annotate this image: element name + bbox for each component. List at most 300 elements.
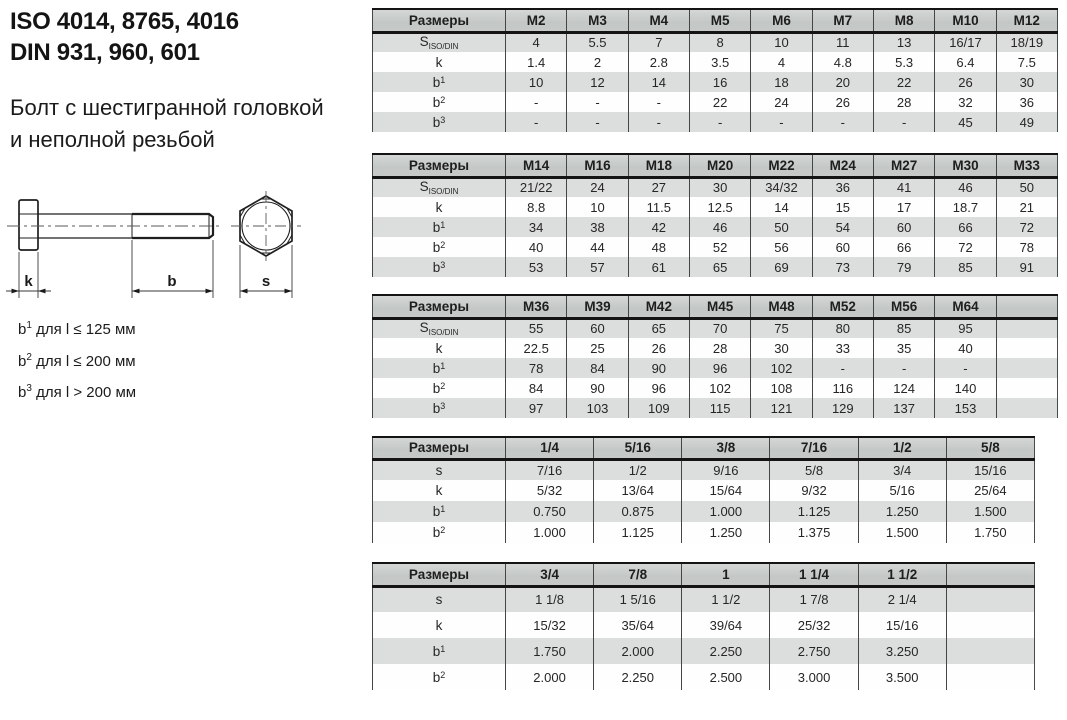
size-column-header: M7 xyxy=(812,9,873,32)
value-cell: 97 xyxy=(506,398,567,418)
dimension-row xyxy=(373,72,1058,92)
value-cell xyxy=(946,586,1034,612)
value-cell: 2.250 xyxy=(594,664,682,690)
value-cell: - xyxy=(689,112,750,132)
value-cell: 78 xyxy=(506,358,567,378)
size-column-header: M24 xyxy=(812,154,873,177)
size-column-header: M64 xyxy=(935,295,996,318)
size-column-header xyxy=(946,563,1034,586)
dimension-row xyxy=(373,612,1035,638)
row-label: $b^2$ xyxy=(373,92,506,112)
value-cell: 3.250 xyxy=(858,638,946,664)
value-cell: 21 xyxy=(996,197,1057,217)
value-cell xyxy=(946,638,1034,664)
footnote-b1 xyxy=(18,312,136,344)
value-cell: 153 xyxy=(935,398,996,418)
value-cell: 0.875 xyxy=(594,501,682,522)
value-cell: 25/64 xyxy=(946,480,1034,501)
value-cell: 70 xyxy=(689,318,750,338)
value-cell: 1 5/16 xyxy=(594,586,682,612)
value-cell: 48 xyxy=(628,237,689,257)
value-cell: 115 xyxy=(689,398,750,418)
value-cell: 90 xyxy=(628,358,689,378)
inch-table-threequarters-to-oneandhalf xyxy=(372,562,1035,690)
value-cell: 1.125 xyxy=(770,501,858,522)
value-cell: - xyxy=(506,112,567,132)
title-din-line: DIN 931, 960, 601 xyxy=(10,39,200,66)
value-cell: 4 xyxy=(506,32,567,52)
row-label: $b^3$ xyxy=(373,398,506,418)
value-cell: 35 xyxy=(873,338,934,358)
size-column-header: M14 xyxy=(506,154,567,177)
value-cell: 8.8 xyxy=(506,197,567,217)
value-cell: 16 xyxy=(689,72,750,92)
value-cell: 1.500 xyxy=(946,501,1034,522)
dimension-row xyxy=(373,32,1058,52)
header-row xyxy=(373,563,1035,586)
value-cell: 39/64 xyxy=(682,612,770,638)
value-cell: 30 xyxy=(751,338,812,358)
size-column-header: 1 xyxy=(682,563,770,586)
value-cell: 18 xyxy=(751,72,812,92)
value-cell: 8 xyxy=(689,32,750,52)
value-cell: 32 xyxy=(935,92,996,112)
value-cell: 2 xyxy=(567,52,628,72)
dimension-row xyxy=(373,638,1035,664)
dimensions-corner-header: Размеры xyxy=(373,563,506,586)
size-column-header: 7/16 xyxy=(770,437,858,459)
value-cell: 3/4 xyxy=(858,459,946,480)
dimensions-corner-header: Размеры xyxy=(373,9,506,32)
value-cell: 1 7/8 xyxy=(770,586,858,612)
value-cell: - xyxy=(628,112,689,132)
value-cell: 61 xyxy=(628,257,689,277)
dim-label-b: b xyxy=(167,273,177,290)
value-cell: 9/32 xyxy=(770,480,858,501)
value-cell: - xyxy=(567,112,628,132)
value-cell: 1.250 xyxy=(858,501,946,522)
value-cell: 30 xyxy=(689,177,750,197)
value-cell: 2.000 xyxy=(506,664,594,690)
value-cell: 7.5 xyxy=(996,52,1057,72)
inch-table-quarter-to-fiveeighths xyxy=(372,436,1035,543)
size-column-header: M33 xyxy=(996,154,1057,177)
value-cell: 15/32 xyxy=(506,612,594,638)
value-cell: 4.8 xyxy=(812,52,873,72)
value-cell: 85 xyxy=(873,318,934,338)
value-cell: 36 xyxy=(812,177,873,197)
size-column-header: M36 xyxy=(506,295,567,318)
value-cell: 60 xyxy=(812,237,873,257)
value-cell: 1.750 xyxy=(946,522,1034,543)
value-cell: 109 xyxy=(628,398,689,418)
size-column-header: M3 xyxy=(567,9,628,32)
value-cell: 16/17 xyxy=(935,32,996,52)
size-column-header: M45 xyxy=(689,295,750,318)
value-cell: 24 xyxy=(751,92,812,112)
header-row xyxy=(373,154,1058,177)
row-label: $b^2$ xyxy=(373,237,506,257)
value-cell: 11.5 xyxy=(628,197,689,217)
value-cell: 34 xyxy=(506,217,567,237)
value-cell: 1.500 xyxy=(858,522,946,543)
page-subtitle xyxy=(10,92,324,156)
value-cell: 53 xyxy=(506,257,567,277)
dimension-row xyxy=(373,197,1058,217)
page-title xyxy=(10,6,239,68)
value-cell: 1 1/8 xyxy=(506,586,594,612)
value-cell: 5/32 xyxy=(506,480,594,501)
value-cell: 10 xyxy=(751,32,812,52)
dimension-row xyxy=(373,177,1058,197)
value-cell: 79 xyxy=(873,257,934,277)
value-cell: 78 xyxy=(996,237,1057,257)
value-cell: 50 xyxy=(751,217,812,237)
header-row xyxy=(373,437,1035,459)
row-label: $b^1$ xyxy=(373,217,506,237)
value-cell: - xyxy=(812,112,873,132)
dimensions-corner-header: Размеры xyxy=(373,295,506,318)
value-cell: 18.7 xyxy=(935,197,996,217)
dimension-row xyxy=(373,237,1058,257)
dimension-row xyxy=(373,92,1058,112)
subtitle-line-2: и неполной резьбой xyxy=(10,127,215,152)
row-label: k xyxy=(373,480,506,501)
dimension-row xyxy=(373,52,1058,72)
dimensions-corner-header: Размеры xyxy=(373,437,506,459)
value-cell: 5/8 xyxy=(770,459,858,480)
value-cell: 45 xyxy=(935,112,996,132)
dimension-row xyxy=(373,318,1058,338)
dimension-row xyxy=(373,480,1035,501)
value-cell: - xyxy=(873,112,934,132)
value-cell: 12 xyxy=(567,72,628,92)
value-cell: - xyxy=(873,358,934,378)
value-cell: 1.750 xyxy=(506,638,594,664)
value-cell: 30 xyxy=(996,72,1057,92)
value-cell: 1.000 xyxy=(682,501,770,522)
value-cell: 28 xyxy=(689,338,750,358)
value-cell: 10 xyxy=(567,197,628,217)
value-cell: 121 xyxy=(751,398,812,418)
value-cell: 124 xyxy=(873,378,934,398)
row-label: s xyxy=(373,459,506,480)
row-label: $b^1$ xyxy=(373,358,506,378)
value-cell: 21/22 xyxy=(506,177,567,197)
value-cell xyxy=(996,378,1057,398)
value-cell: 2.250 xyxy=(682,638,770,664)
row-label: $b^1$ xyxy=(373,501,506,522)
value-cell: 46 xyxy=(935,177,996,197)
value-cell: 4 xyxy=(751,52,812,72)
value-cell: 5.5 xyxy=(567,32,628,52)
size-column-header xyxy=(996,295,1057,318)
size-column-header: M39 xyxy=(567,295,628,318)
dim-label-k: k xyxy=(24,273,33,290)
value-cell: 140 xyxy=(935,378,996,398)
subtitle-line-1: Болт с шестигранной головкой xyxy=(10,95,324,120)
value-cell: 2 1/4 xyxy=(858,586,946,612)
size-column-header: M20 xyxy=(689,154,750,177)
value-cell: 60 xyxy=(567,318,628,338)
value-cell: 96 xyxy=(689,358,750,378)
value-cell: 129 xyxy=(812,398,873,418)
size-column-header: M10 xyxy=(935,9,996,32)
value-cell: 55 xyxy=(506,318,567,338)
footnote-b1-text: для l ≤ 125 мм xyxy=(36,321,136,338)
dimension-row xyxy=(373,112,1058,132)
value-cell: 57 xyxy=(567,257,628,277)
size-column-header: 1/4 xyxy=(506,437,594,459)
value-cell: 0.750 xyxy=(506,501,594,522)
value-cell: 54 xyxy=(812,217,873,237)
value-cell: - xyxy=(751,112,812,132)
value-cell: 35/64 xyxy=(594,612,682,638)
value-cell: 28 xyxy=(873,92,934,112)
value-cell xyxy=(996,398,1057,418)
value-cell: 25 xyxy=(567,338,628,358)
value-cell: 49 xyxy=(996,112,1057,132)
value-cell: 1.000 xyxy=(506,522,594,543)
footnote-b3-symbol: $b^3$ xyxy=(18,383,32,401)
value-cell: 116 xyxy=(812,378,873,398)
value-cell: - xyxy=(567,92,628,112)
value-cell: 13 xyxy=(873,32,934,52)
value-cell: 2.750 xyxy=(770,638,858,664)
dimension-row xyxy=(373,378,1058,398)
size-column-header: M30 xyxy=(935,154,996,177)
row-label: $b^1$ xyxy=(373,72,506,92)
size-column-header: M8 xyxy=(873,9,934,32)
row-label: k xyxy=(373,52,506,72)
value-cell: 26 xyxy=(812,92,873,112)
dimension-row xyxy=(373,257,1058,277)
value-cell: 13/64 xyxy=(594,480,682,501)
value-cell: 56 xyxy=(751,237,812,257)
size-column-header: M56 xyxy=(873,295,934,318)
value-cell: 3.5 xyxy=(689,52,750,72)
footnotes xyxy=(18,312,136,407)
value-cell: 85 xyxy=(935,257,996,277)
value-cell: 137 xyxy=(873,398,934,418)
value-cell: 7/16 xyxy=(506,459,594,480)
value-cell: 65 xyxy=(628,318,689,338)
value-cell: 2.000 xyxy=(594,638,682,664)
value-cell: 3.500 xyxy=(858,664,946,690)
dim-label-s: s xyxy=(261,273,271,290)
value-cell: 10 xyxy=(506,72,567,92)
value-cell: 15/16 xyxy=(946,459,1034,480)
row-label: $b^1$ xyxy=(373,638,506,664)
footnote-b1-symbol: $b^1$ xyxy=(18,320,32,338)
size-column-header: 1 1/2 xyxy=(858,563,946,586)
value-cell: 52 xyxy=(689,237,750,257)
value-cell: 38 xyxy=(567,217,628,237)
value-cell xyxy=(946,664,1034,690)
header-row xyxy=(373,295,1058,318)
value-cell: - xyxy=(935,358,996,378)
dimension-row xyxy=(373,664,1035,690)
value-cell: 80 xyxy=(812,318,873,338)
value-cell: 24 xyxy=(567,177,628,197)
tables-column xyxy=(372,8,1062,690)
row-label: k xyxy=(373,197,506,217)
value-cell: 20 xyxy=(812,72,873,92)
value-cell: 44 xyxy=(567,237,628,257)
value-cell: 40 xyxy=(506,237,567,257)
value-cell: 22 xyxy=(689,92,750,112)
value-cell: 22.5 xyxy=(506,338,567,358)
value-cell: 26 xyxy=(935,72,996,92)
value-cell: 14 xyxy=(751,197,812,217)
value-cell: 66 xyxy=(873,237,934,257)
value-cell xyxy=(996,338,1057,358)
row-label: $S_{ISO/DIN}$ xyxy=(373,177,506,197)
size-column-header: M27 xyxy=(873,154,934,177)
value-cell: 33 xyxy=(812,338,873,358)
value-cell: 65 xyxy=(689,257,750,277)
row-label: $b^2$ xyxy=(373,378,506,398)
dimension-row xyxy=(373,358,1058,378)
size-column-header: 7/8 xyxy=(594,563,682,586)
size-column-header: 3/8 xyxy=(682,437,770,459)
value-cell: 15/64 xyxy=(682,480,770,501)
value-cell: 3.000 xyxy=(770,664,858,690)
dimension-row xyxy=(373,217,1058,237)
value-cell xyxy=(996,318,1057,338)
value-cell: 22 xyxy=(873,72,934,92)
row-label: s xyxy=(373,586,506,612)
value-cell: 102 xyxy=(689,378,750,398)
value-cell: 1.375 xyxy=(770,522,858,543)
value-cell: 42 xyxy=(628,217,689,237)
dimension-row xyxy=(373,459,1035,480)
size-column-header: 1 1/4 xyxy=(770,563,858,586)
dimension-row xyxy=(373,398,1058,418)
size-column-header: M18 xyxy=(628,154,689,177)
row-label: $S_{ISO/DIN}$ xyxy=(373,32,506,52)
value-cell: 95 xyxy=(935,318,996,338)
size-column-header: M42 xyxy=(628,295,689,318)
size-column-header: M16 xyxy=(567,154,628,177)
row-label: $b^3$ xyxy=(373,112,506,132)
dimension-row xyxy=(373,338,1058,358)
value-cell: 102 xyxy=(751,358,812,378)
value-cell: 11 xyxy=(812,32,873,52)
row-label: k xyxy=(373,338,506,358)
size-column-header: M2 xyxy=(506,9,567,32)
metric-table-m36-m64 xyxy=(372,294,1058,418)
value-cell: 1.4 xyxy=(506,52,567,72)
footnote-b3-text: для l > 200 мм xyxy=(36,384,137,401)
size-column-header: M52 xyxy=(812,295,873,318)
value-cell: 84 xyxy=(567,358,628,378)
footnote-b2-text: для l ≤ 200 мм xyxy=(36,352,136,370)
value-cell: 1.250 xyxy=(682,522,770,543)
value-cell: 15 xyxy=(812,197,873,217)
value-cell: 41 xyxy=(873,177,934,197)
value-cell: 66 xyxy=(935,217,996,237)
value-cell: 73 xyxy=(812,257,873,277)
row-label: k xyxy=(373,612,506,638)
value-cell: 9/16 xyxy=(682,459,770,480)
size-column-header: M12 xyxy=(996,9,1057,32)
value-cell: 91 xyxy=(996,257,1057,277)
size-column-header: M4 xyxy=(628,9,689,32)
bolt-side-view xyxy=(19,200,213,250)
value-cell: 96 xyxy=(628,378,689,398)
size-column-header: M6 xyxy=(751,9,812,32)
value-cell: 46 xyxy=(689,217,750,237)
dimension-row xyxy=(373,522,1035,543)
size-column-header: 3/4 xyxy=(506,563,594,586)
value-cell: 1/2 xyxy=(594,459,682,480)
value-cell: 7 xyxy=(628,32,689,52)
size-column-header: M22 xyxy=(751,154,812,177)
value-cell: 40 xyxy=(935,338,996,358)
value-cell: 72 xyxy=(996,217,1057,237)
value-cell: 26 xyxy=(628,338,689,358)
value-cell: 2.500 xyxy=(682,664,770,690)
value-cell: - xyxy=(628,92,689,112)
value-cell: 17 xyxy=(873,197,934,217)
value-cell: 2.8 xyxy=(628,52,689,72)
size-column-header: 5/8 xyxy=(946,437,1034,459)
metric-table-m14-m33 xyxy=(372,153,1058,277)
header-row xyxy=(373,9,1058,32)
value-cell: 14 xyxy=(628,72,689,92)
value-cell: 75 xyxy=(751,318,812,338)
metric-table-m2-m12 xyxy=(372,8,1058,132)
value-cell: - xyxy=(506,92,567,112)
value-cell: 36 xyxy=(996,92,1057,112)
value-cell: 90 xyxy=(567,378,628,398)
size-column-header: 1/2 xyxy=(858,437,946,459)
size-column-header: M5 xyxy=(689,9,750,32)
value-cell: 27 xyxy=(628,177,689,197)
title-iso-line: ISO 4014, 8765, 4016 xyxy=(10,8,239,35)
value-cell: 6.4 xyxy=(935,52,996,72)
bolt-technical-drawing xyxy=(5,188,315,313)
value-cell: 50 xyxy=(996,177,1057,197)
value-cell: 18/19 xyxy=(996,32,1057,52)
footnote-b2-symbol: $b^2$ xyxy=(18,351,32,370)
value-cell: 72 xyxy=(935,237,996,257)
size-column-header: 5/16 xyxy=(594,437,682,459)
value-cell: 84 xyxy=(506,378,567,398)
dimensions-corner-header: Размеры xyxy=(373,154,506,177)
value-cell xyxy=(996,358,1057,378)
value-cell: 25/32 xyxy=(770,612,858,638)
size-column-header: M48 xyxy=(751,295,812,318)
value-cell: - xyxy=(812,358,873,378)
value-cell: 1 1/2 xyxy=(682,586,770,612)
value-cell: 1.125 xyxy=(594,522,682,543)
row-label: $b^2$ xyxy=(373,522,506,543)
value-cell: 5/16 xyxy=(858,480,946,501)
dimension-row xyxy=(373,501,1035,522)
dimension-row xyxy=(373,586,1035,612)
value-cell: 34/32 xyxy=(751,177,812,197)
row-label: $b^3$ xyxy=(373,257,506,277)
row-label: $S_{ISO/DIN}$ xyxy=(373,318,506,338)
value-cell: 5.3 xyxy=(873,52,934,72)
value-cell xyxy=(946,612,1034,638)
value-cell: 103 xyxy=(567,398,628,418)
value-cell: 108 xyxy=(751,378,812,398)
value-cell: 69 xyxy=(751,257,812,277)
value-cell: 12.5 xyxy=(689,197,750,217)
